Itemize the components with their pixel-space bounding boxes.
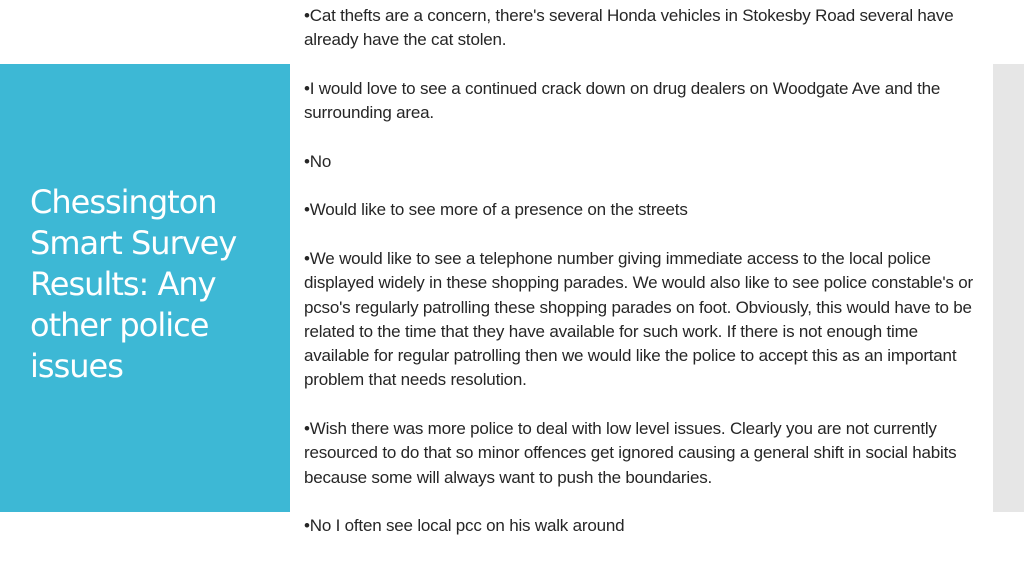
response-item: •Cat thefts are a concern, there's several Honda vehicles in Stokesby Road several have already have the cat stolen. [304,6,954,50]
response-item: •Would like to see more of a presence on the streets [304,200,688,220]
response-item: •We would like to see a telephone number giving immediate access to the local police displayed widely in these shopping parades. We would also like to see police constable's or pcso's regularly patrolling these shopping parades on foot. Obviously, this would have to be related to the time that they have available for such work. If there is not enough time available for regular patrolling then we would like the police to accept this as an important problem that needs resolution. [304,248,973,390]
response-item: •I would love to see a continued crack down on drug dealers on Woodgate Ave and the surrounding area. [304,78,941,123]
response-item: •Wish there was more police to deal with low level issues. Clearly you are not currently resourced to do that so minor offences get ignored causing a general shift in social habits because some will always want to push the boundaries. [304,419,957,487]
right-sidebar-bar [993,64,1024,512]
response-item: •No I often see local pcc on his walk around [304,516,625,536]
response-item: •No [304,151,332,171]
responses-list [304,4,976,563]
slide-title: Chessington Smart Survey Results: Any other police issues [30,183,237,385]
